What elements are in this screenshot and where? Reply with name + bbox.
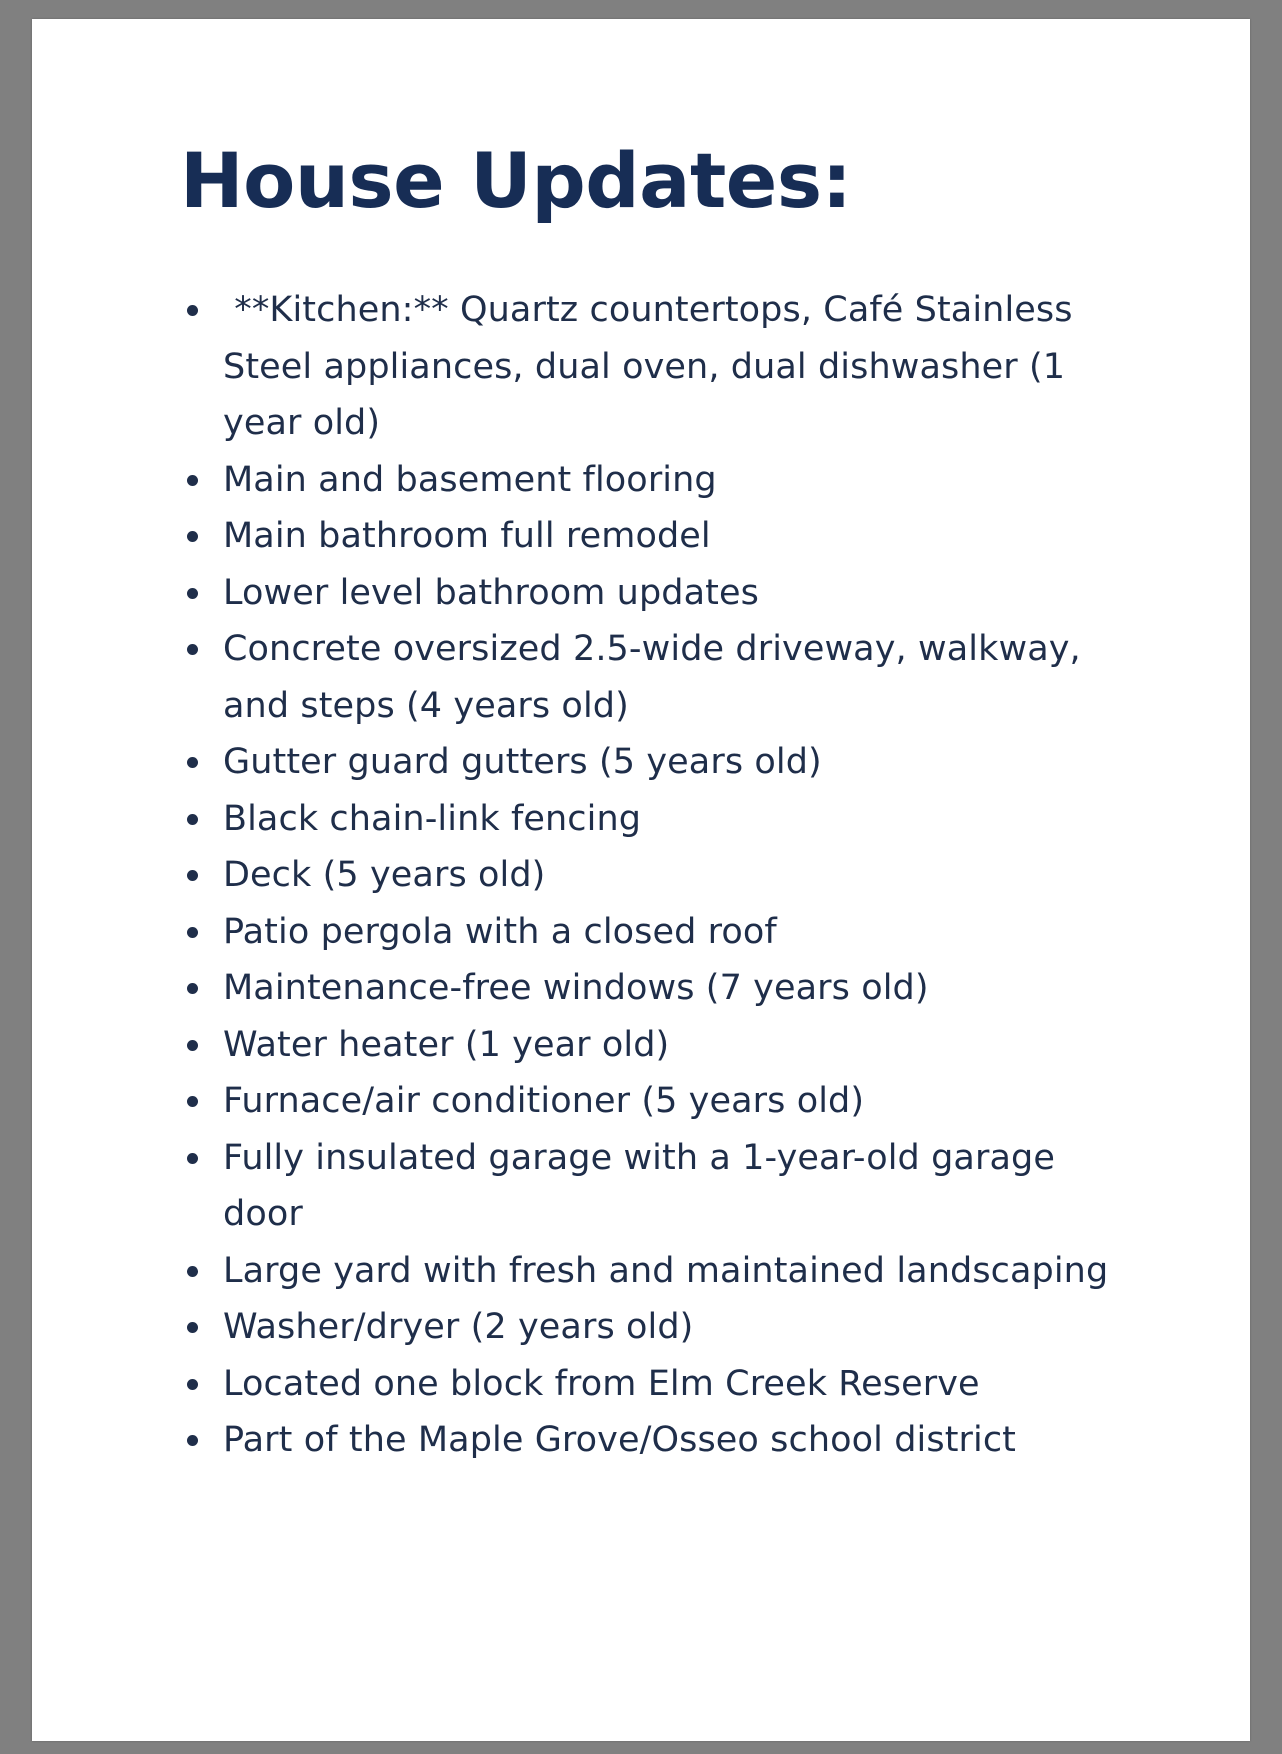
list-item [223, 791, 1123, 848]
bullet-icon [187, 814, 198, 825]
list-item [223, 1356, 1123, 1413]
bullet-icon [187, 1040, 198, 1051]
bullet-icon [187, 644, 198, 655]
list-item [223, 734, 1123, 791]
bullet-icon [187, 870, 198, 881]
list-item-text: Lower level bathroom updates [223, 572, 759, 613]
list-item [223, 1017, 1123, 1074]
list-item [223, 282, 1123, 452]
list-item [223, 452, 1123, 509]
list-item-text: Deck (5 years old) [223, 855, 546, 895]
list-item [223, 904, 1123, 961]
bullet-icon [187, 927, 198, 938]
bullet-icon [187, 1153, 198, 1164]
document-page [32, 19, 1250, 1741]
list-item-text: Patio pergola with a closed roof [223, 911, 777, 952]
list-item [223, 847, 1123, 904]
list-item-text: **Kitchen:** Quartz countertops, Café Stainless Steel appliances, dual oven, dual dishwasher (1 year old) [223, 290, 1084, 443]
list-item-text: Maintenance-free windows (7 years old) [223, 968, 929, 1008]
updates-list [223, 282, 1123, 1469]
list-item [223, 1243, 1123, 1300]
list-item-text: Washer/dryer (2 years old) [223, 1307, 694, 1347]
bullet-icon [187, 1379, 198, 1390]
bullet-icon [187, 1096, 198, 1107]
bullet-icon [187, 757, 198, 768]
list-item-text: Black chain-link fencing [223, 798, 642, 839]
list-item [223, 565, 1123, 622]
bullet-icon [187, 531, 198, 542]
list-item-text: Large yard with fresh and maintained landscaping [223, 1250, 1109, 1291]
list-item [223, 1073, 1123, 1130]
list-item-text: Gutter guard gutters (5 years old) [223, 742, 822, 782]
list-item-text: Furnace/air conditioner (5 years old) [223, 1081, 865, 1121]
bullet-icon [187, 1435, 198, 1446]
list-item-text: Part of the Maple Grove/Osseo school district [223, 1420, 1016, 1460]
bullet-icon [187, 1322, 198, 1333]
page-title: House Updates: [180, 136, 852, 225]
list-item-text: Main bathroom full remodel [223, 516, 711, 556]
list-item-text: Water heater (1 year old) [223, 1024, 670, 1065]
bullet-icon [187, 588, 198, 599]
list-item-text: Main and basement flooring [223, 459, 717, 500]
bullet-icon [187, 1266, 198, 1277]
list-item [223, 1299, 1123, 1356]
bullet-icon [187, 475, 198, 486]
list-item [223, 1412, 1123, 1469]
list-item [223, 508, 1123, 565]
bullet-icon [187, 305, 198, 316]
bullet-icon [187, 983, 198, 994]
list-item-text: Concrete oversized 2.5-wide driveway, walkway, and steps (4 years old) [223, 629, 1081, 726]
list-item [223, 1130, 1123, 1243]
list-item [223, 621, 1123, 734]
list-item-text: Fully insulated garage with a 1-year-old garage door [223, 1137, 1055, 1234]
list-item [223, 960, 1123, 1017]
list-item-text: Located one block from Elm Creek Reserve [223, 1363, 980, 1404]
